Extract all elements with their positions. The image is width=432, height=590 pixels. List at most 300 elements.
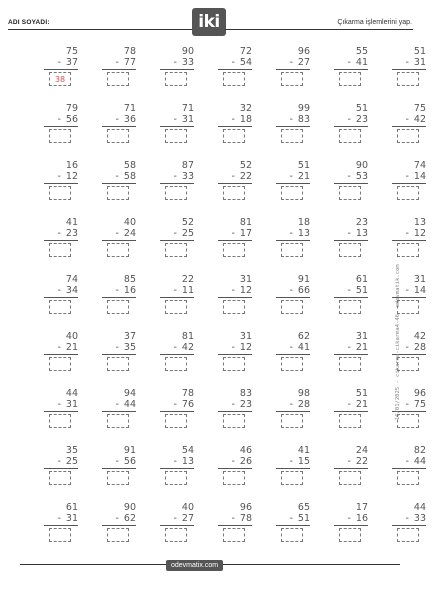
minus-sign: - xyxy=(231,228,235,239)
answer-box[interactable] xyxy=(281,471,303,485)
subtrahend-row xyxy=(405,228,426,239)
minus-sign: - xyxy=(405,228,409,239)
subtrahend-row xyxy=(347,399,368,410)
subtrahend: 31 xyxy=(65,513,78,524)
sum-rule xyxy=(334,240,368,241)
problem-cell xyxy=(156,211,200,267)
problem-cell xyxy=(214,325,258,381)
problem-cell xyxy=(388,40,432,96)
sum-rule xyxy=(44,126,78,127)
minus-sign: - xyxy=(289,513,293,524)
subtrahend-row xyxy=(289,399,310,410)
subtrahend-row xyxy=(57,57,78,68)
minuend: 52 xyxy=(239,160,252,171)
subtrahend-row xyxy=(115,57,136,68)
subtrahend: 12 xyxy=(239,285,252,296)
minuend: 51 xyxy=(355,103,368,114)
minus-sign: - xyxy=(405,342,409,353)
answer-box[interactable] xyxy=(49,300,71,314)
subtrahend-row xyxy=(289,285,310,296)
minus-sign: - xyxy=(347,456,351,467)
subtrahend: 53 xyxy=(355,171,368,182)
sum-rule xyxy=(44,240,78,241)
subtrahend-row xyxy=(57,228,78,239)
minus-sign: - xyxy=(115,456,119,467)
subtrahend-row xyxy=(231,285,252,296)
problem-cell xyxy=(98,97,142,153)
subtrahend: 41 xyxy=(297,342,310,353)
minuend: 52 xyxy=(181,217,194,228)
sum-rule xyxy=(392,468,426,469)
minus-sign: - xyxy=(173,342,177,353)
answer-box[interactable] xyxy=(281,414,303,428)
subtrahend: 26 xyxy=(239,456,252,467)
sum-rule xyxy=(392,69,426,70)
sum-rule xyxy=(276,126,310,127)
sum-rule xyxy=(160,126,194,127)
minus-sign: - xyxy=(57,399,61,410)
answer-box[interactable] xyxy=(107,243,129,257)
problem-cell xyxy=(272,268,316,324)
answer-box[interactable] xyxy=(281,129,303,143)
subtrahend-row xyxy=(57,171,78,182)
answer-box[interactable] xyxy=(223,186,245,200)
footer-site-badge: odevmatix.com xyxy=(166,560,223,571)
subtrahend: 36 xyxy=(123,114,136,125)
problem-cell xyxy=(40,382,84,438)
minus-sign: - xyxy=(347,342,351,353)
sum-rule xyxy=(44,183,78,184)
answer-box[interactable] xyxy=(49,129,71,143)
minus-sign: - xyxy=(347,285,351,296)
sum-rule xyxy=(44,468,78,469)
problem-cell xyxy=(156,154,200,210)
subtrahend: 62 xyxy=(123,513,136,524)
subtrahend-row xyxy=(57,456,78,467)
subtrahend: 13 xyxy=(181,456,194,467)
subtrahend: 17 xyxy=(239,228,252,239)
minus-sign: - xyxy=(173,456,177,467)
subtrahend-row xyxy=(173,57,194,68)
answer-box[interactable] xyxy=(107,471,129,485)
subtrahend-row xyxy=(289,171,310,182)
sum-rule xyxy=(218,240,252,241)
answer-box[interactable] xyxy=(339,414,361,428)
problem-cell xyxy=(272,40,316,96)
minus-sign: - xyxy=(231,456,235,467)
subtrahend: 28 xyxy=(297,399,310,410)
answer-box[interactable] xyxy=(49,357,71,371)
minus-sign: - xyxy=(115,342,119,353)
answer-box[interactable] xyxy=(339,129,361,143)
minus-sign: - xyxy=(57,114,61,125)
answer-box[interactable] xyxy=(223,414,245,428)
minus-sign: - xyxy=(405,57,409,68)
subtrahend-row xyxy=(347,456,368,467)
subtrahend: 51 xyxy=(355,285,368,296)
answer-box[interactable] xyxy=(165,72,187,86)
subtrahend: 27 xyxy=(181,513,194,524)
subtrahend: 15 xyxy=(297,456,310,467)
minus-sign: - xyxy=(173,57,177,68)
sum-rule xyxy=(102,411,136,412)
subtrahend: 35 xyxy=(123,342,136,353)
answer-box[interactable] xyxy=(281,300,303,314)
minuend: 62 xyxy=(297,331,310,342)
subtrahend: 16 xyxy=(123,285,136,296)
subtrahend-row xyxy=(57,285,78,296)
minuend: 31 xyxy=(239,331,252,342)
answer-box[interactable] xyxy=(165,471,187,485)
problem-cell xyxy=(98,211,142,267)
answer-box[interactable] xyxy=(165,357,187,371)
sum-rule xyxy=(160,183,194,184)
answer-box[interactable] xyxy=(281,528,303,542)
minus-sign: - xyxy=(289,399,293,410)
answer-box[interactable] xyxy=(49,243,71,257)
answer-box[interactable] xyxy=(223,528,245,542)
minus-sign: - xyxy=(289,114,293,125)
minuend: 42 xyxy=(413,331,426,342)
minuend: 35 xyxy=(65,445,78,456)
subtrahend: 23 xyxy=(355,114,368,125)
minuend: 58 xyxy=(123,160,136,171)
subtrahend: 34 xyxy=(65,285,78,296)
answer-box[interactable] xyxy=(165,528,187,542)
minuend: 71 xyxy=(123,103,136,114)
minus-sign: - xyxy=(231,399,235,410)
answer-box[interactable]: 38 xyxy=(49,72,71,86)
subtrahend: 78 xyxy=(239,513,252,524)
answer-box[interactable] xyxy=(223,129,245,143)
answer-box[interactable] xyxy=(339,471,361,485)
subtrahend: 24 xyxy=(123,228,136,239)
answer-box[interactable] xyxy=(107,528,129,542)
answer-box[interactable] xyxy=(339,300,361,314)
answer-box[interactable] xyxy=(397,471,419,485)
answer-box[interactable] xyxy=(107,414,129,428)
minuend: 51 xyxy=(297,160,310,171)
subtrahend-row xyxy=(289,456,310,467)
answer-box[interactable] xyxy=(223,300,245,314)
sum-rule xyxy=(160,525,194,526)
answer-box[interactable] xyxy=(223,357,245,371)
answer-box[interactable] xyxy=(107,186,129,200)
subtrahend: 56 xyxy=(123,456,136,467)
sum-rule xyxy=(160,411,194,412)
subtrahend-row xyxy=(347,57,368,68)
sum-rule xyxy=(392,525,426,526)
subtrahend: 13 xyxy=(297,228,310,239)
answer-box[interactable] xyxy=(107,300,129,314)
subtrahend: 44 xyxy=(413,456,426,467)
minuend: 79 xyxy=(65,103,78,114)
subtrahend-row xyxy=(173,456,194,467)
answer-box[interactable] xyxy=(223,471,245,485)
logo: iki xyxy=(192,8,226,36)
minuend: 90 xyxy=(123,502,136,513)
subtrahend-row xyxy=(405,114,426,125)
answer-box[interactable] xyxy=(165,129,187,143)
subtrahend: 83 xyxy=(297,114,310,125)
sum-rule xyxy=(334,468,368,469)
sum-rule xyxy=(102,183,136,184)
minuend: 41 xyxy=(297,445,310,456)
minus-sign: - xyxy=(289,285,293,296)
minuend: 72 xyxy=(239,46,252,57)
problem-cell xyxy=(330,325,374,381)
problem-cell xyxy=(98,496,142,552)
minuend: 31 xyxy=(239,274,252,285)
problem-cell xyxy=(156,439,200,495)
subtrahend-row xyxy=(57,513,78,524)
problem-cell xyxy=(98,40,142,96)
problem-cell xyxy=(272,97,316,153)
problem-cell xyxy=(214,154,258,210)
minus-sign: - xyxy=(405,285,409,296)
subtrahend-row xyxy=(231,228,252,239)
minuend: 51 xyxy=(413,46,426,57)
answer-box[interactable] xyxy=(339,243,361,257)
subtrahend: 13 xyxy=(355,228,368,239)
sum-rule xyxy=(276,240,310,241)
subtrahend-row xyxy=(405,57,426,68)
minus-sign: - xyxy=(57,456,61,467)
problem-cell xyxy=(330,439,374,495)
answer-box[interactable] xyxy=(397,72,419,86)
answer-box[interactable] xyxy=(339,186,361,200)
problem-cell xyxy=(156,325,200,381)
subtrahend-row xyxy=(173,228,194,239)
answer-box[interactable] xyxy=(339,357,361,371)
answer-box[interactable] xyxy=(397,528,419,542)
minuend: 31 xyxy=(413,274,426,285)
answer-box[interactable] xyxy=(281,186,303,200)
problem-cell xyxy=(272,496,316,552)
sum-rule xyxy=(334,69,368,70)
minuend: 96 xyxy=(239,502,252,513)
problem-cell xyxy=(272,382,316,438)
subtrahend: 28 xyxy=(413,342,426,353)
problem-cell xyxy=(330,211,374,267)
answer-box[interactable] xyxy=(339,528,361,542)
problem-cell xyxy=(40,40,84,96)
subtrahend: 12 xyxy=(413,228,426,239)
subtrahend: 14 xyxy=(413,285,426,296)
minus-sign: - xyxy=(231,57,235,68)
minuend: 96 xyxy=(413,388,426,399)
problem-cell xyxy=(330,40,374,96)
subtrahend-row xyxy=(405,342,426,353)
minuend: 44 xyxy=(65,388,78,399)
problem-cell xyxy=(40,496,84,552)
minuend: 31 xyxy=(355,331,368,342)
answer-box[interactable] xyxy=(165,186,187,200)
subtrahend: 66 xyxy=(297,285,310,296)
minuend: 75 xyxy=(65,46,78,57)
problem-cell xyxy=(272,439,316,495)
subtrahend: 51 xyxy=(297,513,310,524)
sum-rule xyxy=(218,126,252,127)
instruction-text: Çıkarma işlemlerini yap. xyxy=(337,19,412,26)
sum-rule xyxy=(334,411,368,412)
minuend: 40 xyxy=(123,217,136,228)
minus-sign: - xyxy=(57,285,61,296)
sum-rule xyxy=(218,297,252,298)
sum-rule xyxy=(218,468,252,469)
problem-cell xyxy=(330,496,374,552)
subtrahend: 56 xyxy=(65,114,78,125)
minuend: 13 xyxy=(413,217,426,228)
answer-box[interactable] xyxy=(397,129,419,143)
minus-sign: - xyxy=(347,57,351,68)
minus-sign: - xyxy=(115,57,119,68)
subtrahend: 27 xyxy=(297,57,310,68)
minus-sign: - xyxy=(347,513,351,524)
subtrahend-row xyxy=(289,513,310,524)
answer-box[interactable] xyxy=(165,300,187,314)
minuend: 23 xyxy=(355,217,368,228)
subtrahend-row xyxy=(231,114,252,125)
minuend: 96 xyxy=(297,46,310,57)
answer-box[interactable] xyxy=(49,414,71,428)
sum-rule xyxy=(102,354,136,355)
answer-box[interactable] xyxy=(281,357,303,371)
sum-rule xyxy=(102,69,136,70)
subtrahend: 58 xyxy=(123,171,136,182)
problem-cell xyxy=(156,268,200,324)
answer-box[interactable] xyxy=(49,471,71,485)
subtrahend-row xyxy=(347,228,368,239)
answer-box[interactable] xyxy=(107,357,129,371)
answer-box[interactable] xyxy=(223,243,245,257)
subtrahend: 31 xyxy=(413,57,426,68)
subtrahend: 25 xyxy=(181,228,194,239)
subtrahend-row xyxy=(115,285,136,296)
minuend: 91 xyxy=(297,274,310,285)
minuend: 18 xyxy=(297,217,310,228)
minus-sign: - xyxy=(405,114,409,125)
answer-box[interactable] xyxy=(281,72,303,86)
subtrahend: 33 xyxy=(413,513,426,524)
minuend: 74 xyxy=(65,274,78,285)
problem-cell xyxy=(40,268,84,324)
sum-rule xyxy=(334,297,368,298)
problem-cell xyxy=(330,382,374,438)
minuend: 32 xyxy=(239,103,252,114)
problem-cell xyxy=(98,268,142,324)
problem-cell xyxy=(330,154,374,210)
minuend: 44 xyxy=(413,502,426,513)
subtrahend-row xyxy=(231,399,252,410)
subtrahend: 31 xyxy=(181,114,194,125)
minus-sign: - xyxy=(115,399,119,410)
problem-cell xyxy=(272,154,316,210)
minuend: 75 xyxy=(413,103,426,114)
sum-rule xyxy=(102,126,136,127)
problem-cell xyxy=(40,154,84,210)
subtrahend: 12 xyxy=(65,171,78,182)
subtrahend-row xyxy=(231,456,252,467)
minus-sign: - xyxy=(57,57,61,68)
minuend: 94 xyxy=(123,388,136,399)
name-line xyxy=(8,29,193,30)
minuend: 22 xyxy=(181,274,194,285)
problem-cell xyxy=(98,382,142,438)
problem-cell xyxy=(156,97,200,153)
problem-cell xyxy=(98,439,142,495)
subtrahend: 54 xyxy=(239,57,252,68)
minus-sign: - xyxy=(57,171,61,182)
minuend: 90 xyxy=(355,160,368,171)
sum-rule xyxy=(218,183,252,184)
sum-rule xyxy=(102,468,136,469)
side-footer-text: 16/01/2025 - cikarma-cikarma4-46- odevmatik.com xyxy=(395,264,401,420)
minus-sign: - xyxy=(347,114,351,125)
sum-rule xyxy=(276,297,310,298)
minuend: 82 xyxy=(413,445,426,456)
subtrahend-row xyxy=(115,342,136,353)
answer-box[interactable] xyxy=(165,243,187,257)
answer-box[interactable] xyxy=(107,129,129,143)
problem-cell xyxy=(214,382,258,438)
subtrahend: 42 xyxy=(413,114,426,125)
minuend: 61 xyxy=(65,502,78,513)
subtrahend-row xyxy=(289,228,310,239)
problem-cell xyxy=(214,439,258,495)
minus-sign: - xyxy=(405,456,409,467)
subtrahend-row xyxy=(231,57,252,68)
answer-box[interactable] xyxy=(165,414,187,428)
minuend: 91 xyxy=(123,445,136,456)
answer-box[interactable] xyxy=(49,528,71,542)
subtrahend-row xyxy=(115,171,136,182)
answer-box[interactable] xyxy=(49,186,71,200)
minus-sign: - xyxy=(405,513,409,524)
minuend: 55 xyxy=(355,46,368,57)
subtrahend-row xyxy=(115,456,136,467)
minuend: 78 xyxy=(123,46,136,57)
minuend: 61 xyxy=(355,274,368,285)
subtrahend-row xyxy=(405,171,426,182)
minuend: 41 xyxy=(65,217,78,228)
problem-cell xyxy=(214,40,258,96)
minuend: 71 xyxy=(181,103,194,114)
minus-sign: - xyxy=(347,399,351,410)
answer-box[interactable] xyxy=(281,243,303,257)
minus-sign: - xyxy=(173,513,177,524)
subtrahend: 23 xyxy=(65,228,78,239)
answer-box[interactable] xyxy=(107,72,129,86)
minus-sign: - xyxy=(173,114,177,125)
sum-rule xyxy=(102,240,136,241)
problem-cell xyxy=(330,97,374,153)
minus-sign: - xyxy=(57,513,61,524)
subtrahend: 76 xyxy=(181,399,194,410)
subtrahend: 44 xyxy=(123,399,136,410)
answer-box[interactable] xyxy=(223,72,245,86)
subtrahend-row xyxy=(289,114,310,125)
subtrahend: 18 xyxy=(239,114,252,125)
minus-sign: - xyxy=(173,228,177,239)
answer-box[interactable] xyxy=(339,72,361,86)
subtrahend-row xyxy=(173,285,194,296)
sum-rule xyxy=(276,411,310,412)
minus-sign: - xyxy=(57,228,61,239)
subtrahend-row xyxy=(115,228,136,239)
sum-rule xyxy=(44,354,78,355)
subtrahend: 33 xyxy=(181,57,194,68)
